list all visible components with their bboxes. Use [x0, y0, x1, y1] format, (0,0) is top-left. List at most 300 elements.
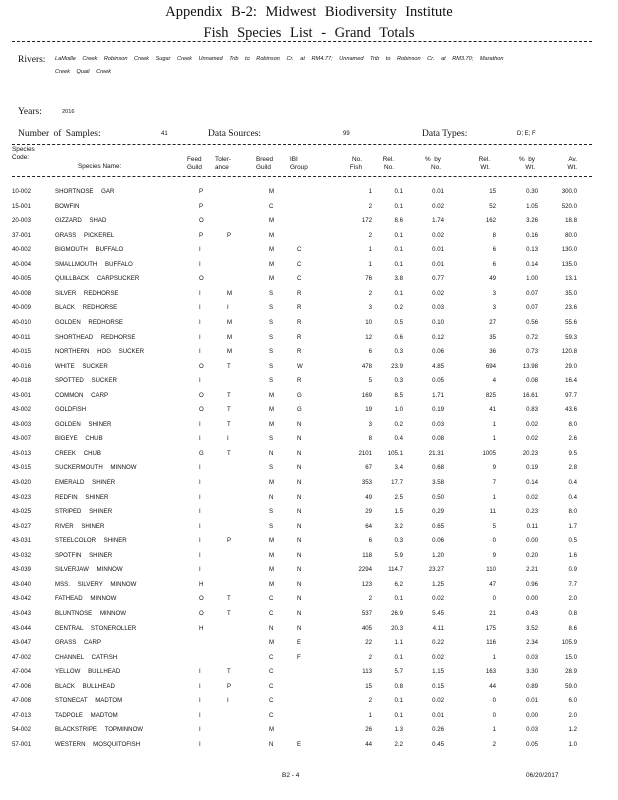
average-weight: 29.0 [565, 362, 577, 370]
table-row [0, 535, 618, 546]
species-name: EMERALD SHINER [55, 479, 116, 486]
average-weight: 9.5 [568, 449, 577, 457]
feed-guild: I [199, 246, 201, 254]
table-row [0, 404, 618, 415]
meta-divider [12, 144, 592, 145]
relative-weight: 162 [485, 217, 496, 225]
species-name: SPOTTED SUCKER [55, 377, 117, 385]
table-row [0, 608, 618, 619]
number-fish: 5 [368, 377, 372, 385]
relative-number: 0.1 [394, 260, 403, 268]
breed-guild: S [269, 377, 274, 385]
relative-weight: 1 [492, 493, 496, 501]
species-code: 20-003 [12, 217, 31, 225]
average-weight: 13.1 [565, 275, 577, 283]
breed-guild: M [269, 246, 275, 254]
species-code: 40-004 [12, 260, 31, 268]
table-row [0, 724, 618, 735]
species-code: 43-044 [12, 624, 31, 632]
samples-value: 41 [161, 131, 168, 137]
relative-number: 23.9 [391, 362, 403, 370]
percent-by-number: 21.31 [428, 449, 444, 457]
percent-by-number: 4.11 [432, 624, 444, 632]
relative-number: 5.9 [394, 551, 403, 559]
ibi-group: N [297, 435, 302, 443]
relative-number: 0.8 [394, 682, 403, 690]
species-code: 47-008 [12, 697, 31, 705]
average-weight: 2.8 [568, 464, 577, 472]
relative-weight: 175 [485, 624, 496, 632]
species-name: RIVER SHINER [55, 522, 105, 530]
breed-guild: M [269, 217, 275, 225]
breed-guild: S [269, 435, 274, 443]
species-name: GOLDFISH [55, 406, 87, 414]
percent-by-number: 0.10 [432, 318, 444, 326]
species-name: GIZZARD SHAD [55, 217, 107, 225]
species-code: 40-011 [12, 333, 31, 341]
relative-number: 6.2 [394, 580, 403, 588]
relative-weight: 21 [489, 609, 496, 617]
feed-guild: I [199, 289, 201, 297]
percent-by-weight: 0.02 [526, 435, 538, 443]
percent-by-number: 0.77 [432, 275, 444, 283]
ibi-group: N [297, 508, 302, 516]
average-weight: 0.4 [568, 493, 577, 501]
percent-by-weight: 0.19 [526, 464, 538, 472]
percent-by-number: 0.26 [432, 726, 444, 734]
ibi-group: R [297, 377, 302, 385]
species-code: 40-015 [12, 348, 31, 356]
species-name: SMALLMOUTH BUFFALO [55, 260, 133, 268]
average-weight: 2.6 [568, 435, 577, 443]
percent-by-number: 4.85 [432, 362, 444, 370]
number-fish: 2 [368, 595, 372, 603]
tolerance: P [227, 231, 232, 239]
feed-guild: H [199, 580, 204, 588]
relative-weight: 44 [489, 682, 496, 690]
relative-number: 1.1 [394, 639, 403, 647]
relative-number: 1.5 [394, 508, 403, 516]
rivers-value-line1: LaMoille Creek Robinson Creek Sugar Creek Unnamed Trib to Robinson Cr. at RM4.77; Unnamed Trib to Robinson Cr. at RM3.70; Marathon [55, 56, 504, 62]
relative-weight: 27 [489, 318, 496, 326]
number-fish: 353 [361, 479, 372, 486]
number-fish: 49 [365, 493, 372, 501]
relative-number: 1.0 [394, 406, 403, 414]
samples-label: Number of Samples: [18, 129, 101, 139]
breed-guild: M [269, 231, 275, 239]
col-avwt: Av. Wt. [567, 156, 577, 171]
relative-weight: 35 [489, 333, 496, 341]
years-label: Years: [18, 107, 42, 117]
species-code: 40-002 [12, 246, 31, 254]
average-weight: 7.7 [568, 580, 577, 588]
species-name: TADPOLE MADTOM [55, 711, 118, 719]
average-weight: 97.7 [565, 391, 577, 399]
percent-by-weight: 3.30 [526, 668, 538, 676]
relative-number: 3.4 [394, 464, 403, 472]
col-feed: Feed Guild [187, 156, 202, 171]
breed-guild: C [269, 595, 274, 603]
breed-guild: M [269, 188, 275, 195]
feed-guild: I [199, 464, 201, 472]
number-fish: 537 [361, 609, 372, 617]
percent-by-number: 0.22 [432, 639, 444, 647]
breed-guild: S [269, 464, 274, 472]
breed-guild: S [269, 522, 274, 530]
tolerance: T [227, 406, 231, 414]
percent-by-weight: 0.07 [526, 289, 538, 297]
feed-guild: I [199, 740, 201, 748]
percent-by-weight: 0.43 [526, 609, 538, 617]
average-weight: 2.0 [568, 711, 577, 719]
table-row [0, 623, 618, 634]
average-weight: 16.4 [565, 377, 577, 385]
feed-guild: O [199, 275, 204, 283]
species-name: SHORTHEAD REDHORSE [55, 333, 136, 341]
feed-guild: I [199, 697, 201, 705]
tolerance: M [227, 333, 233, 341]
rivers-label: Rivers: [18, 55, 46, 65]
species-code: 43-027 [12, 522, 31, 530]
ibi-group: N [297, 479, 302, 486]
average-weight: 8.6 [568, 624, 577, 632]
relative-weight: 0 [492, 537, 496, 545]
percent-by-weight: 3.26 [526, 217, 538, 225]
species-code: 40-008 [12, 289, 31, 297]
col-code: Species Code: [12, 146, 35, 161]
table-row [0, 695, 618, 706]
tolerance: T [227, 449, 231, 457]
percent-by-number: 23.27 [428, 566, 444, 574]
relative-weight: 2 [492, 740, 496, 748]
relative-number: 0.6 [394, 333, 403, 341]
table-row [0, 666, 618, 677]
species-name: BIGEYE CHUB [55, 435, 103, 443]
average-weight: 1.2 [568, 726, 577, 734]
percent-by-number: 0.03 [432, 304, 444, 312]
species-code: 40-018 [12, 377, 31, 385]
percent-by-number: 0.02 [432, 289, 444, 297]
average-weight: 130.0 [561, 246, 577, 254]
breed-guild: C [269, 609, 274, 617]
relative-number: 2.2 [394, 740, 403, 748]
col-pctwt: % by Wt. [519, 156, 535, 171]
ibi-group: F [297, 653, 301, 661]
relative-number: 105.1 [387, 449, 403, 457]
species-code: 47-004 [12, 668, 31, 676]
table-row [0, 201, 618, 212]
years-value: 2016 [62, 109, 75, 115]
percent-by-number: 0.02 [432, 653, 444, 661]
species-name: GRASS PICKEREL [55, 231, 115, 239]
species-name: BLACK REDHORSE [55, 304, 118, 312]
relative-weight: 163 [485, 668, 496, 676]
percent-by-weight: 0.23 [526, 508, 538, 516]
average-weight: 1.6 [568, 551, 577, 559]
percent-by-weight: 0.02 [526, 420, 538, 428]
feed-guild: I [199, 420, 201, 428]
table-row [0, 390, 618, 401]
species-name: COMMON CARP [55, 391, 109, 399]
percent-by-number: 1.15 [432, 668, 444, 676]
table-row [0, 433, 618, 444]
percent-by-weight: 0.72 [526, 333, 538, 341]
col-nofish: No. Fish [349, 156, 362, 171]
percent-by-weight: 0.00 [526, 711, 538, 719]
relative-weight: 7 [492, 479, 496, 486]
number-fish: 2294 [358, 566, 372, 574]
table-row [0, 579, 618, 590]
number-fish: 1 [368, 188, 372, 195]
breed-guild: S [269, 289, 274, 297]
number-fish: 76 [365, 275, 372, 283]
number-fish: 3 [368, 304, 372, 312]
relative-weight: 1 [492, 726, 496, 734]
number-fish: 2 [368, 289, 372, 297]
species-code: 54-002 [12, 726, 31, 734]
percent-by-weight: 2.34 [526, 639, 538, 647]
species-name: SPOTFIN SHINER [55, 551, 113, 559]
table-row [0, 215, 618, 226]
tolerance: I [227, 435, 229, 443]
percent-by-number: 0.12 [432, 333, 444, 341]
types-label: Data Types: [422, 129, 468, 139]
number-fish: 44 [365, 740, 372, 748]
average-weight: 18.8 [565, 217, 577, 225]
feed-guild: I [199, 508, 201, 516]
table-row [0, 186, 618, 197]
relative-weight: 36 [489, 348, 496, 356]
breed-guild: C [269, 682, 274, 690]
feed-guild: I [199, 304, 201, 312]
table-row [0, 346, 618, 357]
percent-by-number: 5.45 [432, 609, 444, 617]
percent-by-weight: 0.14 [526, 479, 538, 486]
tolerance: M [227, 289, 233, 297]
ibi-group: R [297, 289, 302, 297]
species-code: 43-020 [12, 479, 31, 486]
average-weight: 80.0 [565, 231, 577, 239]
number-fish: 1 [368, 711, 372, 719]
relative-weight: 8 [492, 231, 496, 239]
table-row [0, 332, 618, 343]
breed-guild: C [269, 202, 274, 210]
feed-guild: O [199, 609, 204, 617]
tolerance: T [227, 595, 231, 603]
breed-guild: N [269, 740, 274, 748]
table-row [0, 506, 618, 517]
average-weight: 23.6 [565, 304, 577, 312]
breed-guild: M [269, 391, 275, 399]
average-weight: 0.9 [568, 566, 577, 574]
relative-number: 114.7 [388, 566, 403, 574]
percent-by-number: 3.58 [432, 479, 444, 486]
types-value: D; E; F [517, 131, 536, 137]
breed-guild: M [269, 639, 275, 647]
breed-guild: C [269, 711, 274, 719]
ibi-group: E [297, 740, 302, 748]
ibi-group: W [297, 362, 303, 370]
percent-by-number: 1.20 [432, 551, 444, 559]
breed-guild: M [269, 726, 275, 734]
percent-by-number: 0.65 [432, 522, 444, 530]
relative-number: 26.9 [391, 609, 403, 617]
breed-guild: N [269, 624, 274, 632]
breed-guild: M [269, 275, 275, 283]
percent-by-weight: 0.14 [526, 260, 538, 268]
feed-guild: I [199, 566, 201, 574]
species-code: 57-001 [12, 740, 31, 748]
species-name: STONECAT MADTOM [55, 697, 123, 705]
col-relno: Rel. No. [382, 156, 394, 171]
relative-number: 0.1 [394, 653, 403, 661]
average-weight: 2.0 [568, 595, 577, 603]
species-name: FATHEAD MINNOW [55, 595, 117, 603]
sources-value: 99 [343, 131, 350, 137]
tolerance: P [227, 682, 232, 690]
percent-by-weight: 0.30 [526, 188, 538, 195]
relative-number: 0.3 [394, 537, 403, 545]
relative-number: 0.1 [394, 188, 403, 195]
relative-weight: 49 [489, 275, 496, 283]
relative-number: 0.3 [394, 377, 403, 385]
header-divider [12, 41, 592, 42]
number-fish: 8 [368, 435, 372, 443]
species-code: 40-009 [12, 304, 31, 312]
percent-by-number: 0.01 [432, 260, 444, 268]
species-code: 10-002 [12, 188, 31, 195]
ibi-group: N [297, 580, 302, 588]
percent-by-weight: 0.11 [526, 522, 538, 530]
table-row [0, 593, 618, 604]
table-row [0, 419, 618, 430]
feed-guild: I [199, 726, 201, 734]
table-row [0, 652, 618, 663]
average-weight: 59.3 [565, 333, 577, 341]
feed-guild: I [199, 333, 201, 341]
table-row [0, 681, 618, 692]
species-code: 43-003 [12, 420, 31, 428]
species-code: 43-007 [12, 435, 31, 443]
species-code: 43-015 [12, 464, 31, 472]
relative-weight: 52 [489, 202, 496, 210]
species-name: BLUNTNOSE MINNOW [55, 609, 127, 617]
percent-by-number: 1.25 [432, 580, 444, 588]
breed-guild: S [269, 508, 274, 516]
relative-weight: 9 [492, 551, 496, 559]
percent-by-number: 0.06 [432, 348, 444, 356]
table-row [0, 361, 618, 372]
species-code: 40-010 [12, 318, 31, 326]
species-name: BLACKSTRIPE TOPMINNOW [55, 726, 144, 734]
relative-number: 8.5 [394, 391, 403, 399]
average-weight: 8.0 [568, 420, 577, 428]
feed-guild: O [199, 217, 204, 225]
table-row [0, 302, 618, 313]
ibi-group: N [297, 609, 302, 617]
percent-by-number: 0.02 [432, 231, 444, 239]
percent-by-weight: 1.00 [526, 275, 538, 283]
percent-by-number: 0.02 [432, 202, 444, 210]
average-weight: 6.0 [568, 697, 577, 705]
table-row [0, 317, 618, 328]
percent-by-weight: 0.89 [526, 682, 538, 690]
percent-by-weight: 0.13 [526, 246, 538, 254]
average-weight: 0.8 [568, 609, 577, 617]
feed-guild: O [199, 391, 204, 399]
breed-guild: S [269, 304, 274, 312]
table-row [0, 288, 618, 299]
species-code: 40-016 [12, 362, 31, 370]
table-row [0, 230, 618, 241]
species-name: SHORTNOSE GAR [55, 188, 115, 195]
species-name: WHITE SUCKER [55, 362, 108, 370]
percent-by-weight: 3.52 [526, 624, 538, 632]
average-weight: 0.4 [568, 479, 577, 486]
species-code: 40-005 [12, 275, 31, 283]
table-row [0, 710, 618, 721]
col-tolerance: Toler- ance [215, 156, 231, 171]
table-row [0, 492, 618, 503]
feed-guild: I [199, 711, 201, 719]
breed-guild: C [269, 668, 274, 676]
species-code: 43-047 [12, 639, 31, 647]
page-number: B2 - 4 [282, 772, 300, 779]
number-fish: 478 [361, 362, 372, 370]
relative-weight: 110 [486, 566, 496, 574]
ibi-group: R [297, 304, 302, 312]
feed-guild: G [199, 449, 204, 457]
table-row [0, 462, 618, 473]
breed-guild: M [269, 420, 275, 428]
ibi-group: N [297, 464, 302, 472]
feed-guild: O [199, 362, 204, 370]
feed-guild: P [199, 231, 204, 239]
species-code: 43-032 [12, 551, 31, 559]
feed-guild: I [199, 537, 201, 545]
percent-by-weight: 0.56 [526, 318, 538, 326]
table-row [0, 550, 618, 561]
species-name: SILVER REDHORSE [55, 289, 119, 297]
ibi-group: R [297, 348, 302, 356]
number-fish: 113 [362, 668, 372, 676]
percent-by-number: 0.15 [432, 682, 444, 690]
number-fish: 10 [365, 318, 372, 326]
tolerance: T [227, 609, 231, 617]
percent-by-weight: 0.20 [526, 551, 538, 559]
species-code: 43-040 [12, 580, 31, 588]
species-name: STRIPED SHINER [55, 508, 113, 516]
relative-number: 5.7 [394, 668, 403, 676]
breed-guild: M [269, 551, 275, 559]
report-date: 06/20/2017 [526, 772, 559, 779]
species-name: CREEK CHUB [55, 449, 101, 457]
percent-by-weight: 1.05 [526, 202, 538, 210]
ibi-group: C [297, 260, 302, 268]
ibi-group: C [297, 275, 302, 283]
relative-weight: 47 [489, 580, 496, 588]
ibi-group: R [297, 333, 302, 341]
average-weight: 8.0 [568, 508, 577, 516]
relative-number: 0.1 [394, 595, 403, 603]
number-fish: 6 [368, 348, 372, 356]
relative-number: 0.1 [394, 697, 403, 705]
species-code: 15-001 [12, 202, 31, 210]
tolerance: T [227, 420, 231, 428]
species-code: 43-025 [12, 508, 31, 516]
species-code: 43-039 [12, 566, 31, 574]
percent-by-number: 0.19 [432, 406, 444, 414]
